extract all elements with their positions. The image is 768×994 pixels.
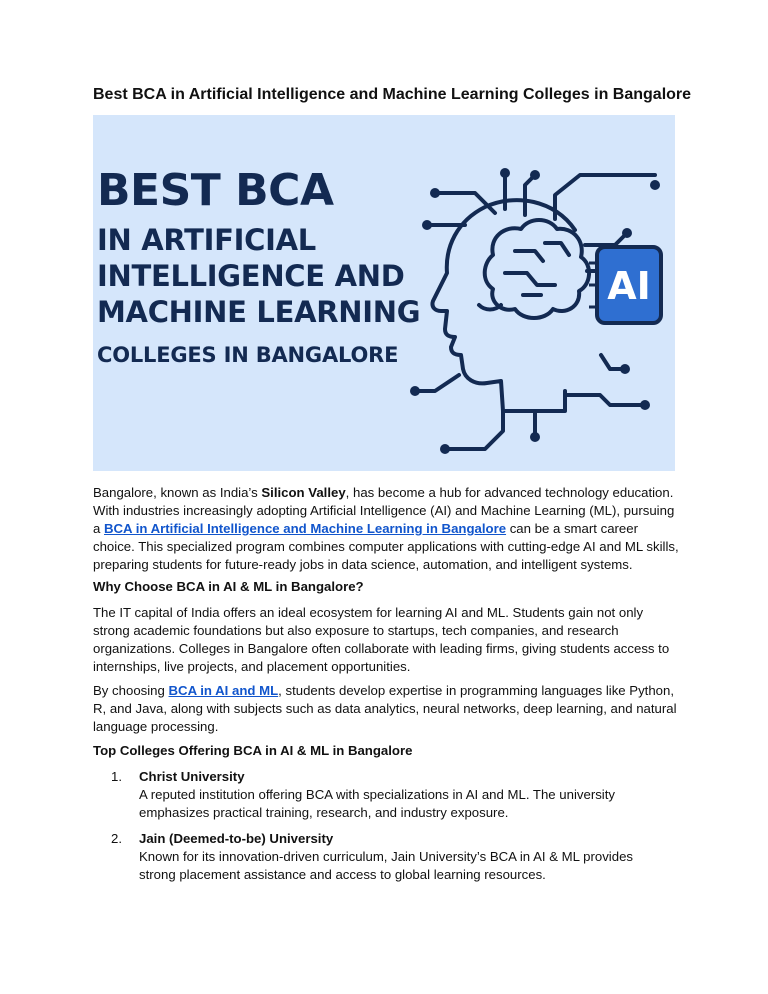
banner-line-best-bca: BEST BCA: [97, 165, 334, 216]
college-name: Jain (Deemed-to-be) University: [139, 831, 334, 846]
banner-line-machine-learning: MACHINE LEARNING: [97, 295, 421, 329]
bca-ai-ml-bangalore-link[interactable]: BCA in Artificial Intelligence and Machine Learning in Bangalore: [104, 521, 507, 536]
top-colleges-heading: Top Colleges Offering BCA in AI & ML in Bangalore: [93, 743, 413, 758]
why-paragraph-2: By choosing BCA in AI and ML, students develop expertise in programming languages like Python, R, and Java, along with subjects such as data analytics, neural networks, deep learning, and natural language processing.: [93, 683, 677, 734]
banner-line-colleges: COLLEGES IN BANGALORE: [97, 343, 399, 367]
banner-line-artificial: IN ARTIFICIAL: [97, 223, 316, 257]
college-name: Christ University: [139, 769, 245, 784]
intro-paragraph: Bangalore, known as India’s Silicon Valley, has become a hub for advanced technology education. With industries increasingly adopting Artificial Intelligence (AI) and Machine Learning (ML), pursuing a BCA in Artificial Intelligence and Machine Learning in Bangalore can be a smart career choice. This specialized program combines computer applications with cutting-edge AI and ML skills, preparing students for future-ready jobs in data science, automation, and intelligent systems.: [93, 485, 679, 572]
why-choose-heading: Why Choose BCA in AI & ML in Bangalore?: [93, 579, 364, 594]
bca-ai-ml-link[interactable]: BCA in AI and ML: [168, 683, 279, 698]
banner-line-intelligence: INTELLIGENCE AND: [97, 259, 405, 293]
hero-banner: [93, 115, 675, 471]
college-description: A reputed institution offering BCA with specializations in AI and ML. The university emphasizes practical training, research, and industry exposure.: [139, 787, 615, 820]
document-title: Best BCA in Artificial Intelligence and Machine Learning Colleges in Bangalore: [93, 86, 692, 103]
ai-head-circuit-icon: [405, 155, 665, 465]
silicon-valley-bold: Silicon Valley: [261, 485, 346, 500]
list-number: 2.: [111, 831, 122, 846]
college-description: Known for its innovation-driven curriculum, Jain University’s BCA in AI & ML provides strong placement assistance and access to global learning resources.: [139, 849, 634, 882]
list-number: 1.: [111, 769, 122, 784]
ai-chip-label: AI: [607, 264, 651, 308]
why-paragraph-1: The IT capital of India offers an ideal ecosystem for learning AI and ML. Students gain not only strong academic foundations but also exposure to startups, tech companies, and research organizations. Colleges in Bangalore often collaborate with leading firms, giving students access to internships, live projects, and placement opportunities.: [93, 605, 670, 674]
